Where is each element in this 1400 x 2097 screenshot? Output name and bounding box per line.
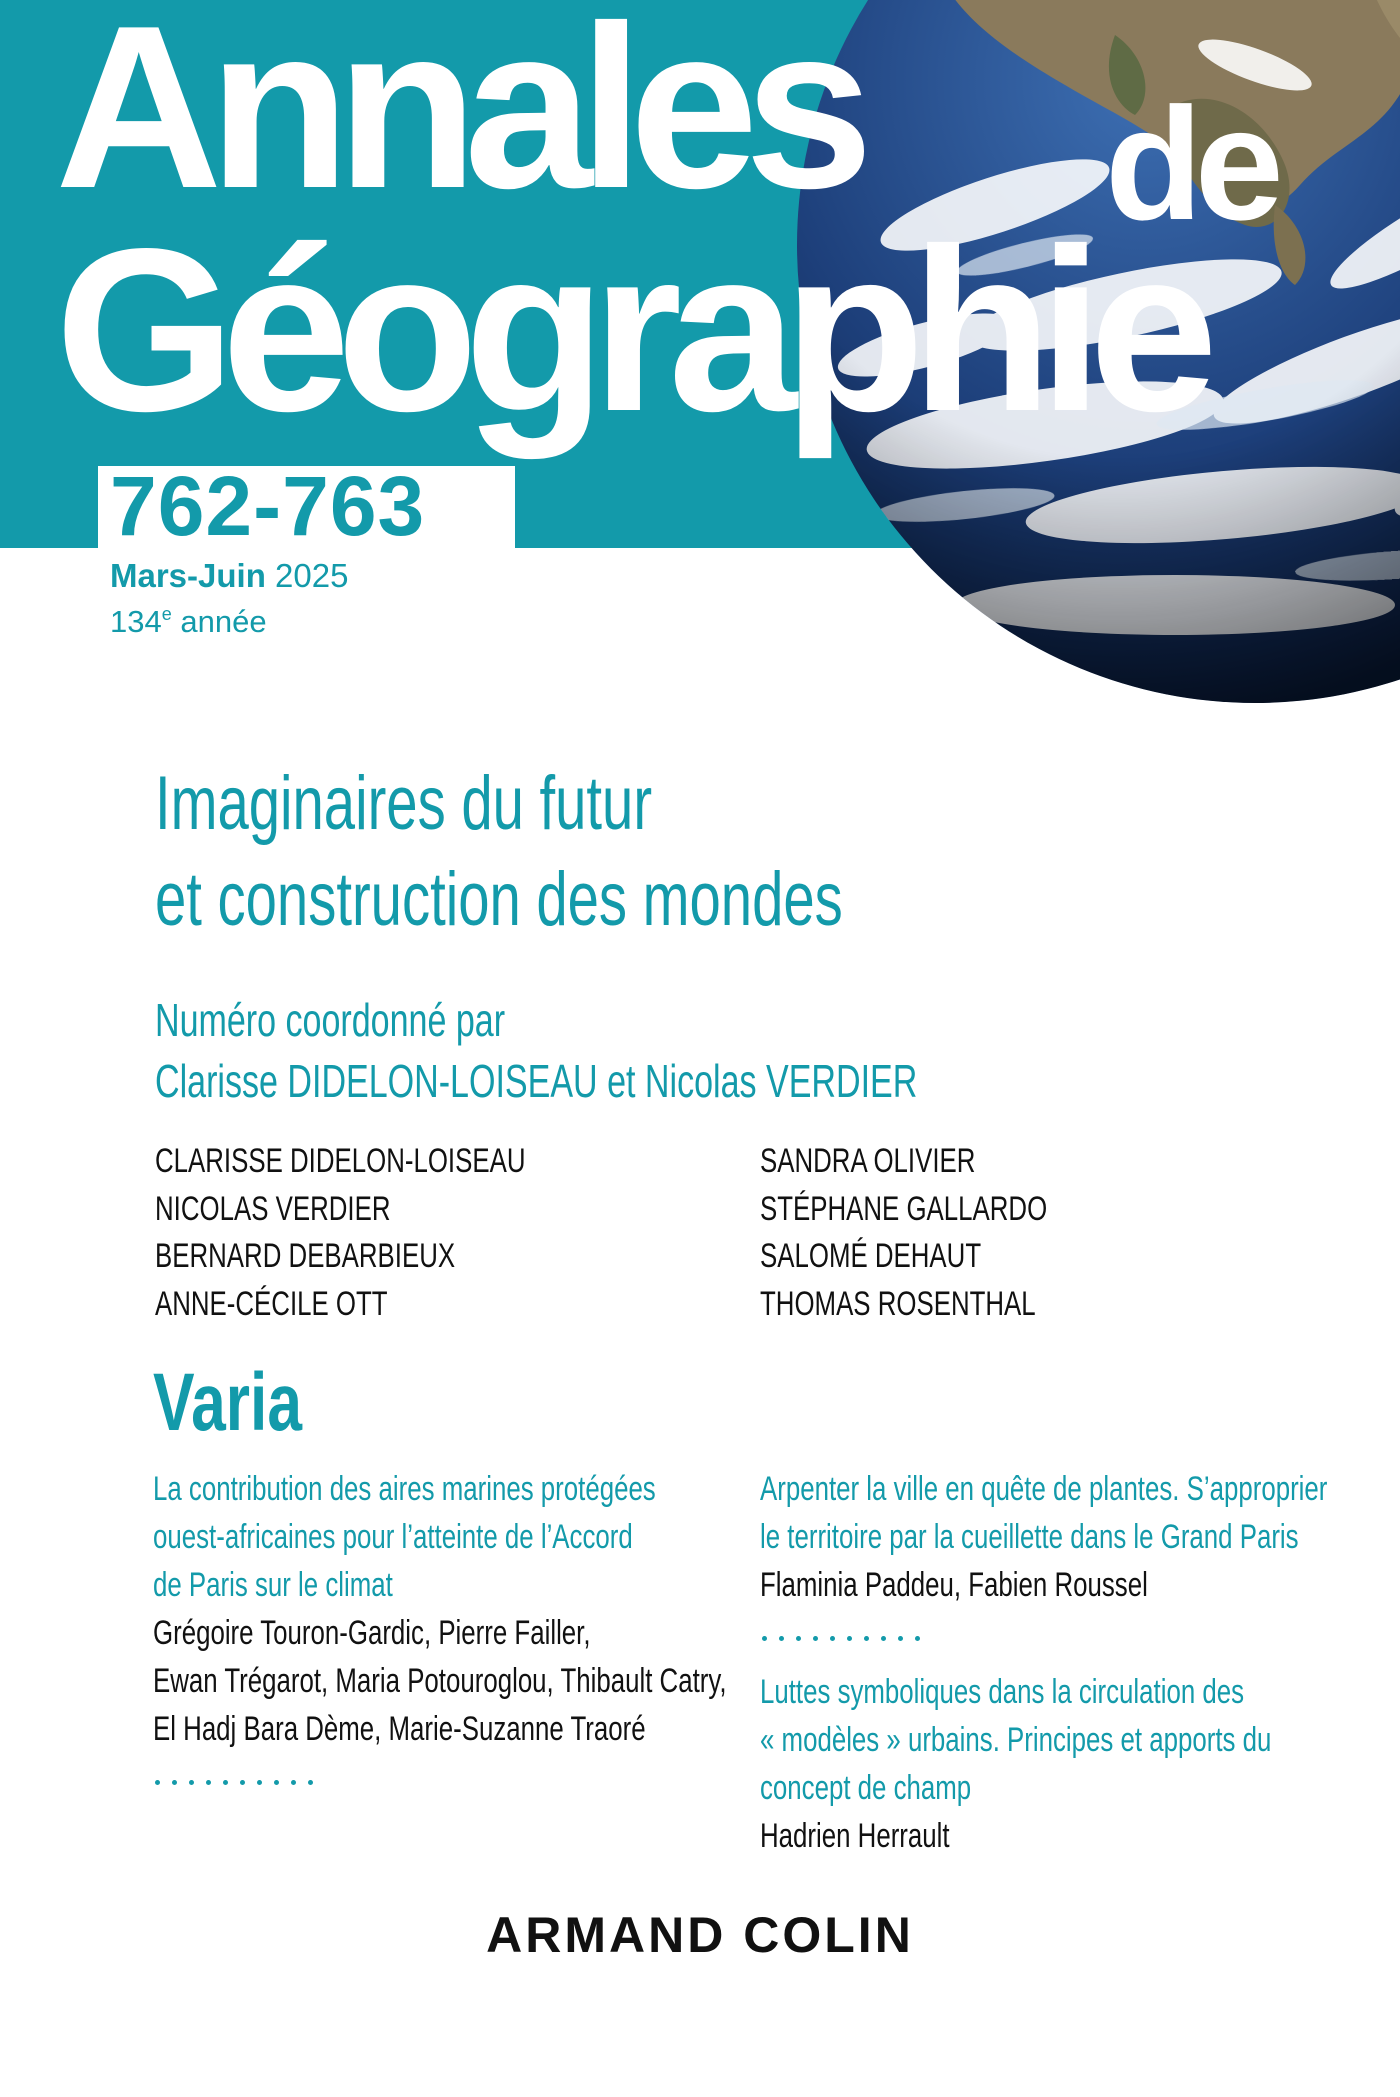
issue-date xyxy=(110,557,348,595)
issue-months: Mars-Juin xyxy=(110,557,266,594)
varia-article xyxy=(760,1668,1271,1860)
dotted-separator xyxy=(762,1636,932,1642)
varia-heading: Varia xyxy=(153,1357,303,1448)
issue-year: 2025 xyxy=(275,557,349,594)
year-count xyxy=(110,604,267,640)
article-authors-line: Hadrien Herrault xyxy=(760,1817,950,1855)
article-authors-line: Ewan Trégarot, Maria Potouroglou, Thibault Catry, xyxy=(153,1662,727,1700)
dotted-separator xyxy=(155,1780,325,1786)
theme-title-line: et construction des mondes xyxy=(155,857,843,942)
article-title-line: de Paris sur le climat xyxy=(153,1566,393,1604)
article-title-line: « modèles » urbains. Principes et apports du xyxy=(760,1721,1272,1759)
year-count-label: année xyxy=(180,604,267,639)
article-title-line: Luttes symboliques dans la circulation des xyxy=(760,1673,1245,1711)
article-authors-line: Grégoire Touron-Gardic, Pierre Failler, xyxy=(153,1614,591,1652)
theme-authors-right xyxy=(760,1138,1047,1328)
author-name: CLARISSE DIDELON-LOISEAU xyxy=(155,1142,526,1180)
coordination-line: Numéro coordonné par xyxy=(155,994,506,1046)
year-count-number: 134 xyxy=(110,604,162,639)
author-name: THOMAS ROSENTHAL xyxy=(760,1284,1036,1323)
year-count-sup: e xyxy=(161,604,172,624)
publisher-logo: ARMAND COLIN xyxy=(486,1907,914,1963)
theme-title xyxy=(155,756,843,948)
issue-number: 762-763 xyxy=(110,459,426,553)
masthead-de: de xyxy=(1105,74,1276,253)
article-title-line: Arpenter la ville en quête de plantes. S’approprier xyxy=(760,1470,1328,1508)
masthead-annales: Annales xyxy=(55,0,860,237)
article-title-line: La contribution des aires marines protégées xyxy=(153,1470,656,1508)
article-title-line: ouest-africaines pour l’atteinte de l’Accord xyxy=(153,1518,633,1556)
author-name: STÉPHANE GALLARDO xyxy=(760,1189,1048,1228)
theme-title-line: Imaginaires du futur xyxy=(155,761,653,846)
coordination-line: Clarisse DIDELON-LOISEAU et Nicolas VERDIER xyxy=(155,1055,918,1107)
theme-authors-left xyxy=(155,1138,525,1328)
article-title-line: le territoire par la cueillette dans le Grand Paris xyxy=(760,1518,1299,1556)
author-name: SALOMÉ DEHAUT xyxy=(760,1237,982,1275)
coordination xyxy=(155,990,917,1112)
author-name: NICOLAS VERDIER xyxy=(155,1189,391,1228)
author-name: SANDRA OLIVIER xyxy=(760,1142,976,1180)
issue-number-box xyxy=(98,459,515,553)
varia-article xyxy=(760,1465,1327,1609)
varia-article xyxy=(153,1465,727,1753)
masthead-geographie: Géographie xyxy=(55,201,1205,460)
article-title-line: concept de champ xyxy=(760,1769,972,1807)
author-name: ANNE-CÉCILE OTT xyxy=(155,1284,388,1323)
article-authors-line: Flaminia Paddeu, Fabien Roussel xyxy=(760,1566,1148,1604)
author-name: BERNARD DEBARBIEUX xyxy=(155,1237,456,1275)
article-authors-line: El Hadj Bara Dème, Marie-Suzanne Traoré xyxy=(153,1710,646,1748)
